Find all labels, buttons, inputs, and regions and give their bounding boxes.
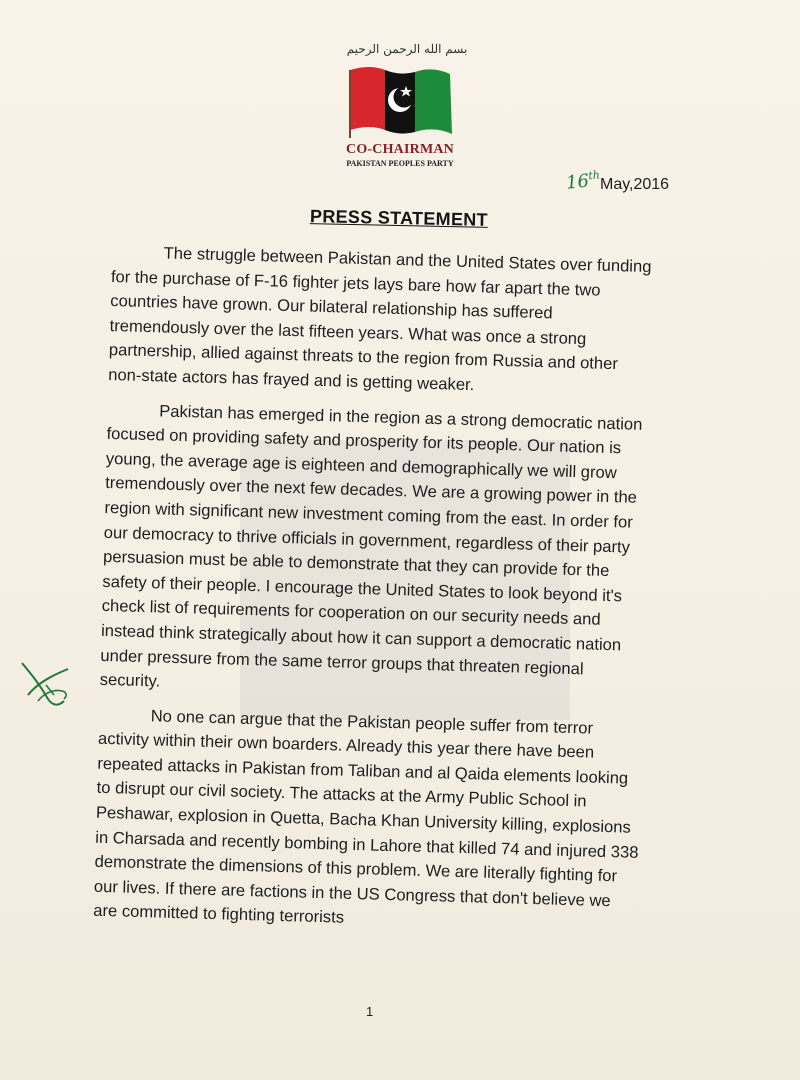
press-statement-heading: PRESS STATEMENT: [309, 206, 489, 230]
statement-body: [93, 240, 657, 949]
paragraph-2: Pakistan has emerged in the region as a strong democratic nation focused on providing safety and prosperity for its people. Our nation is young, the average age is eighteen and demographically we will grow tremendously over the next few decades. We are a growing power in the region with significant new investment coming from the east. In order for our democracy to thrive officials in government, regardless of their party persuasion must be able to demonstrate that they can provide for the safety of their people. I encourage the United States to look beyond it's check list of requirements for cooperation on our security needs and instead think strategically about how it can support a democratic nation under pressure from the same terror groups that threaten regional security.: [99, 400, 643, 691]
handwritten-day: 16th: [565, 168, 601, 194]
office-subtitle: PAKISTAN PEOPLES PARTY: [346, 159, 454, 168]
date-line: [560, 168, 700, 198]
office-title: CO-CHAIRMAN: [346, 142, 454, 157]
printed-date: May,2016: [600, 176, 670, 193]
paragraph-3: No one can argue that the Pakistan people suffer from terror activity within their own boarders. Already this year there have been repeated attacks in Pakistan from Taliban and al Qaida elements looking to disrupt our civil society. The attacks at the Army Public School in Peshawar, explosion in Quetta, Bacha Khan University killing, explosions in Charsada and recently bombing in Lahore that killed 74 and injured 338 demonstrate the dimensions of this problem. We are literally fighting for our lives. If there are factions in the US Congress that don't believe we are committed to fighting terrorists: [93, 705, 639, 928]
signature-initials-icon: [18, 655, 74, 711]
letterhead: [300, 40, 500, 168]
paragraph-1: The struggle between Pakistan and the United States over funding for the purchase of F-16 fighter jets lays bare how far apart the two countries have grown. Our bilateral relationship has suffered tremendously over the last fifteen years. What was once a strong partnership, allied against threats to the region from Russia and other non-state actors has frayed and is getting weaker.: [107, 243, 652, 395]
ppp-flag-logo-icon: [340, 60, 460, 140]
bismillah-calligraphy: بسم الله الرحمن الرحيم: [346, 42, 468, 56]
page-number: 1: [366, 1004, 374, 1019]
